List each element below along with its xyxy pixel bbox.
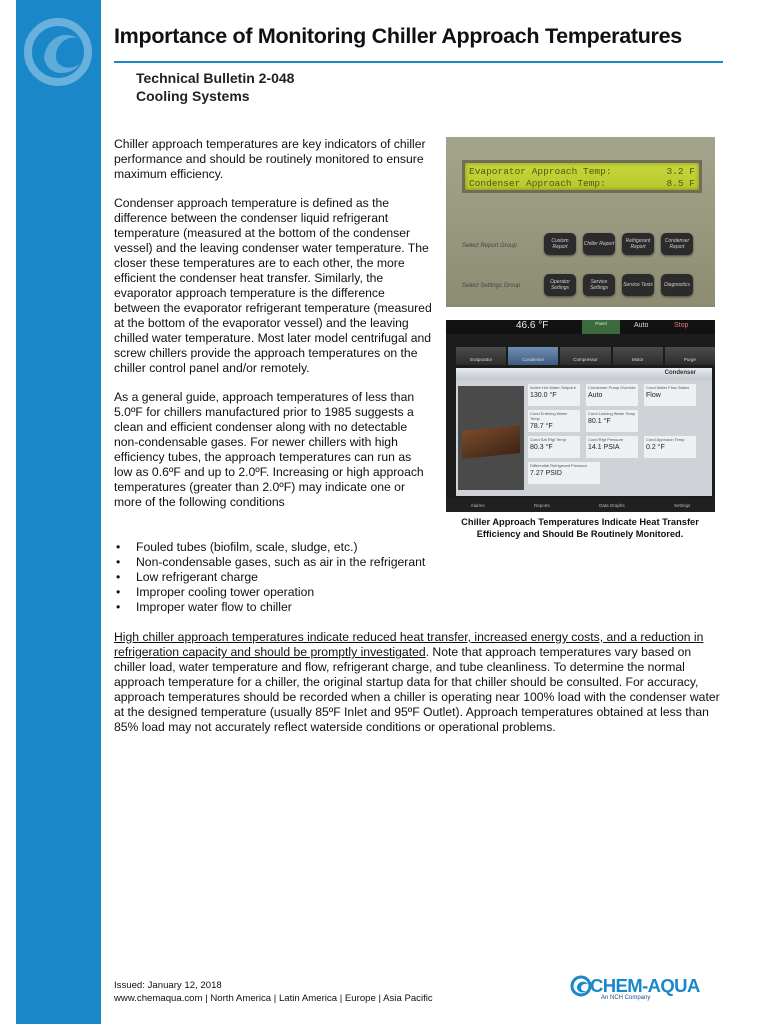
touchscreen-cell [528, 436, 580, 458]
lcd-cond-label: Condenser Approach Temp: [469, 177, 606, 189]
page-title: Importance of Monitoring Chiller Approach Temperatures [114, 24, 682, 48]
paragraph-intro: Chiller approach temperatures are key indicators of chiller performance and should be routinely monitored to ensure maximum efficiency. [114, 137, 426, 181]
touchscreen-nav-item: Alarms [470, 502, 485, 508]
touchscreen-cell [586, 410, 638, 432]
panel-button: Chiller Report [583, 233, 615, 255]
paragraph-closing [114, 630, 724, 735]
list-item: • Low refrigerant charge [114, 570, 454, 585]
touchscreen-bottom-bar [446, 498, 715, 512]
touchscreen-cell [528, 384, 580, 406]
touchscreen-tab: Evaporator [456, 347, 506, 365]
panel-button: Service Tests [622, 274, 654, 296]
cell-value: 7.27 PSID [530, 470, 562, 477]
panel-button: Refrigerant Report [622, 233, 654, 255]
lcd-cond-value: 8.5 F [666, 177, 695, 189]
touchscreen-status-bar [446, 320, 715, 334]
cell-value: 80.3 °F [530, 444, 553, 451]
touchscreen-tabs [456, 347, 715, 365]
touchscreen-nav-item: Data Graphs [599, 502, 625, 508]
cell-label: Active Hot Water Setpoint [530, 385, 576, 390]
left-color-band [16, 0, 101, 1024]
touchscreen-cell [528, 410, 580, 432]
cell-label: Cond Rfgt Pressure [588, 437, 624, 442]
touchscreen-cell [586, 436, 638, 458]
bulletin-number: Technical Bulletin 2-048 [136, 70, 295, 86]
bulletin-category: Cooling Systems [136, 88, 250, 104]
list-item: • Improper cooling tower operation [114, 585, 454, 600]
panel-button: Service Settings [583, 274, 615, 296]
closing-emphasis: High chiller approach temperatures indicate reduced heat transfer, increased energy costs, and a reduction in refrigeration capacity and should be promptly investigated [114, 630, 704, 659]
cell-value: 80.1 °F [588, 418, 611, 425]
panel-button: Operator Settings [544, 274, 576, 296]
closing-body: . Note that approach temperatures vary based on chiller load, water temperature and flow, refrigerant charge, and tube cleanliness. To determine the normal approach temperature for a chiller, the original startup data for that chiller should be consulted. For accuracy, approach temperatures should be recorded when a chiller is operating near 100% load with the condenser water at the designed temperature (usually 85ºF Inlet and 95ºF Outlet). Approach temperatures obtained at less than 85% load may not accurately reflect waterside conditions or operational problems. [114, 645, 720, 734]
touchscreen-cell [586, 384, 638, 406]
settings-group-label: Select Settings Group [462, 283, 521, 289]
panel-button: Condenser Report [661, 233, 693, 255]
cell-value: 14.1 PSIA [588, 444, 620, 451]
touchscreen-cell [644, 384, 696, 406]
cell-value: Flow [646, 392, 661, 399]
lcd-display [462, 160, 702, 193]
touchscreen-title: Condenser [664, 370, 696, 376]
touchscreen-photo [446, 320, 715, 512]
cell-label: Cond Sat Rfgt Temp [530, 437, 566, 442]
paragraph-guide: As a general guide, approach temperatures of less than 5.0ºF for chillers manufactured prior to 1985 suggests a clean and efficient condenser along with no detectable non-condensable gases. For newer chillers with high efficiency tubes, the approach temperatures can run as low as 0.6ºF and up to 2.0ºF. Increasing or high approach temperatures (greater than 2.0ºF) may indicate one or more of the following conditions [114, 390, 424, 509]
list-item: • Fouled tubes (biofilm, scale, sludge, etc.) [114, 540, 454, 555]
touchscreen-main [456, 368, 712, 496]
touchscreen-panel-badge: Panel [582, 320, 620, 334]
touchscreen-header [456, 368, 712, 380]
bulletin-info [136, 69, 294, 105]
list-item: • Improper water flow to chiller [114, 600, 454, 615]
touchscreen-cell [528, 462, 600, 484]
title-divider [114, 61, 723, 63]
cell-label: Cond Approach Temp [646, 437, 685, 442]
cell-label: Condenser Pump Override [588, 385, 636, 390]
footer-links[interactable]: www.chemaqua.com | North America | Latin America | Europe | Asia Pacific [114, 992, 433, 1004]
touchscreen-mode: Auto [634, 322, 649, 329]
cell-value: Auto [588, 392, 603, 399]
footer [114, 980, 433, 1005]
report-group-label: Select Report Group [462, 243, 517, 249]
brand-subtitle: An NCH Company [601, 995, 651, 1001]
chemaqua-swirl-icon [24, 12, 96, 92]
body-text-column [114, 137, 432, 524]
chemaqua-logo-icon [570, 975, 592, 997]
list-item: • Non-condensable gases, such as air in the refrigerant [114, 555, 454, 570]
cell-label: Differential Refrigerant Pressure [530, 463, 588, 468]
touchscreen-tab: Motor [613, 347, 663, 365]
cell-label: Cond Entering Water Temp [530, 411, 568, 421]
panel-button: Diagnostics [661, 274, 693, 296]
lcd-evap-value: 3.2 F [666, 166, 695, 177]
photo-caption: Chiller Approach Temperatures Indicate Heat Transfer Efficiency and Should Be Routinely Monitored. [461, 517, 699, 539]
paragraph-definition: Condenser approach temperature is defined as the difference between the condenser liquid refrigerant temperature (measured at the bottom of the condenser vessel) and the leaving condenser water temperature. The closer these temperatures are to each other, the more efficient the condenser heat transfer. Similarly, the evaporator approach temperature is the difference between the evaporator refrigerant temperature (measured at the bottom of the evaporator vessel) and the leaving chilled water temperature. Most later model centrifugal and screw chillers provide the approach temperatures on the chiller control panel and/or remotely. [114, 196, 432, 375]
cell-value: 0.2 °F [646, 444, 665, 451]
cell-label: Cond Leaving Water Temp [588, 411, 636, 416]
condenser-image [458, 386, 524, 490]
conditions-list [114, 540, 454, 615]
touchscreen-tab: Condenser [508, 347, 558, 365]
touchscreen-temp: 46.6 °F [516, 320, 549, 331]
issued-date: Issued: January 12, 2018 [114, 980, 222, 991]
touchscreen-nav-item: Settings [674, 502, 691, 508]
brand-logo [570, 973, 720, 1005]
touchscreen-tab: Purge [665, 347, 715, 365]
touchscreen-nav-item: Reports [534, 502, 550, 508]
touchscreen-stop: Stop [674, 322, 689, 329]
lcd-panel-photo [446, 137, 715, 307]
cell-label: Cond Water Flow Status [646, 385, 690, 390]
brand-name: CHEM-AQUA [590, 975, 700, 996]
cell-value: 78.7 °F [530, 423, 553, 430]
touchscreen-cell [644, 436, 696, 458]
panel-button: Custom Report [544, 233, 576, 255]
touchscreen-tab: Compressor [560, 347, 610, 365]
lcd-evap-label: Evaporator Approach Temp: [469, 166, 612, 177]
cell-value: 130.0 °F [530, 392, 557, 399]
